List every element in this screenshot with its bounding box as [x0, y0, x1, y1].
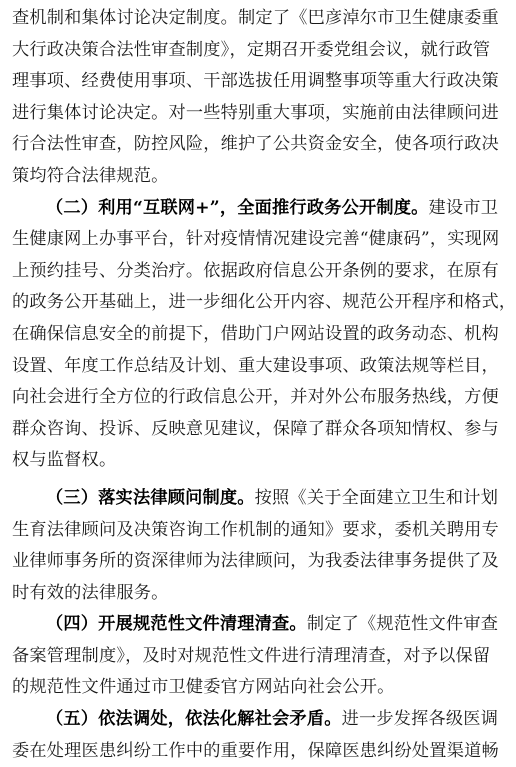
text-line: 的规范性文件通过市卫健委官方网站向社会公开。: [12, 677, 395, 698]
section-heading: （三）落实法律顾问制度。: [46, 487, 255, 508]
text-line: 进行集体讨论决定。对一些特别重大事项，实施前由法律顾问进: [12, 102, 499, 123]
text-line: （三）落实法律顾问制度。按照《关于全面建立卫生和计划: [46, 487, 499, 508]
paragraph-dispute-mediation: [12, 704, 499, 767]
text-line: （四）开展规范性文件清理清查。制定了《规范性文件审查: [46, 614, 499, 635]
text-line: 在确保信息安全的前提下，借助门户网站设置的政务动态、机构: [12, 323, 499, 344]
text-line: 上预约挂号、分类治疗。依据政府信息公开条例的要求，在原有: [12, 260, 499, 281]
text-line: 查机制和集体讨论决定制度。制定了《巴彦淖尔市卫生健康委重: [12, 8, 499, 28]
paragraph-government-affairs-disclosure: [12, 193, 516, 477]
text-line: 权与监督权。: [12, 450, 117, 471]
text-line: 策均符合法律规范。: [12, 165, 169, 186]
text-line: 的政务公开基础上，进一步细化公开内容、规范公开程序和格式，: [12, 292, 516, 313]
text-line: 备案管理制度》，及时对规范性文件进行清理清查，对予以保留: [12, 645, 491, 666]
text-line: 时有效的法律服务。: [12, 582, 169, 603]
text-line: 行合法性审查，防控风险，维护了公共资金安全，使各项行政决: [12, 134, 499, 155]
text-line: 设置、年度工作总结及计划、重大建设事项、政策法规等栏目，: [12, 355, 499, 376]
text-line: 群众咨询、投诉、反映意见建议，保障了群众各项知情权、参与: [12, 418, 499, 439]
text-line: 向社会进行全方位的行政信息公开，并对外公布服务热线，方便: [12, 387, 499, 408]
text-line: 业律师事务所的资深律师为法律顾问，为我委法律事务提供了及: [12, 551, 499, 572]
text-line: 委在处理医患纠纷工作中的重要作用，保障医患纠纷处置渠道畅: [12, 740, 499, 761]
text-line: （五）依法调处，依法化解社会矛盾。进一步发挥各级医调: [46, 709, 499, 730]
section-heading: （五）依法调处，依法化解社会矛盾。: [46, 709, 342, 730]
paragraph-legal-advisor: [12, 483, 499, 609]
paragraph-normative-documents: [12, 609, 499, 704]
text-line: 生健康网上办事平台，针对疫情情况建设完善“健康码”，实现网: [12, 229, 500, 250]
paragraph-decision-review: [12, 3, 499, 193]
text-line: （二）利用“互联网+”，全面推行政务公开制度。建设市卫: [46, 197, 499, 218]
text-line: 生育法律顾问及决策咨询工作机制的通知》要求，委机关聘用专: [12, 519, 499, 540]
text-line: 大行政决策合法性审查制度》，定期召开委党组会议，就行政管: [12, 39, 491, 60]
text-line: 理事项、经费使用事项、干部选拔任用调整事项等重大行政决策: [12, 71, 499, 92]
section-heading: （四）开展规范性文件清理清查。: [46, 614, 307, 635]
section-heading: （二）利用“互联网+”，全面推行政务公开制度。: [46, 197, 429, 218]
